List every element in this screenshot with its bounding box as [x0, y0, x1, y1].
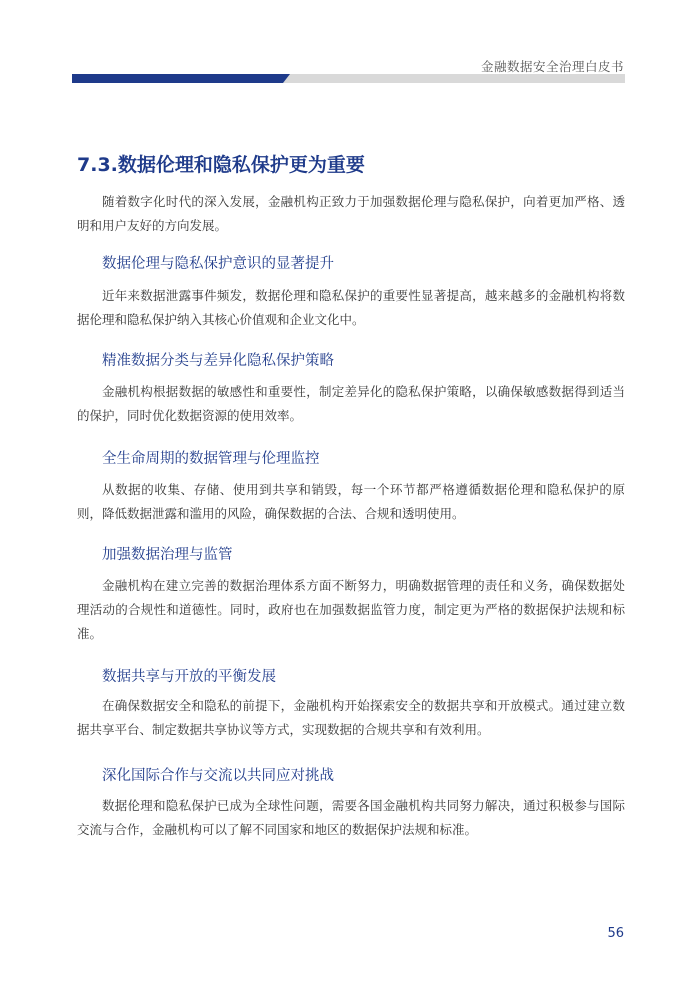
subsection-heading-3: 全生命周期的数据管理与伦理监控: [102, 451, 320, 467]
intro-paragraph: 随着数字化时代的深入发展，金融机构正致力于加强数据伦理与隐私保护，向着更加严格、透明和用户友好的方向发展。: [77, 194, 625, 233]
subsection-body-5: 在确保数据安全和隐私的前提下，金融机构开始探索安全的数据共享和开放模式。通过建立数据共享平台、制定数据共享协议等方式，实现数据的合规共享和有效利用。: [77, 698, 625, 737]
header-bar: [0, 74, 700, 83]
subsection-body-1: 近年来数据泄露事件频发，数据伦理和隐私保护的重要性显著提高，越来越多的金融机构将数据伦理和隐私保护纳入其核心价值观和企业文化中。: [77, 288, 625, 327]
subsection-heading-2: 精准数据分类与差异化隐私保护策略: [102, 353, 334, 369]
subsection-heading-4: 加强数据治理与监管: [102, 547, 233, 563]
subsection-body-2: 金融机构根据数据的敏感性和重要性，制定差异化的隐私保护策略，以确保敏感数据得到适当的保护，同时优化数据资源的使用效率。: [77, 384, 625, 423]
page-number: 56: [607, 926, 624, 941]
subsection-body-6: 数据伦理和隐私保护已成为全球性问题，需要各国金融机构共同努力解决，通过积极参与国际交流与合作，金融机构可以了解不同国家和地区的数据保护法规和标准。: [77, 798, 625, 837]
header-bar-blue: [72, 74, 290, 83]
header-title: 金融数据安全治理白皮书: [480, 59, 624, 74]
subsection-heading-1: 数据伦理与隐私保护意识的显著提升: [102, 256, 334, 272]
section-title: 7.3.数据伦理和隐私保护更为重要: [77, 154, 365, 176]
subsection-body-4: 金融机构在建立完善的数据治理体系方面不断努力，明确数据管理的责任和义务，确保数据处理活动的合规性和道德性。同时，政府也在加强数据监管力度，制定更为严格的数据保护法规和标准。: [77, 578, 625, 641]
header-bar-gray: [274, 74, 625, 83]
subsection-heading-6: 深化国际合作与交流以共同应对挑战: [102, 768, 334, 784]
subsection-body-3: 从数据的收集、存储、使用到共享和销毁，每一个环节都严格遵循数据伦理和隐私保护的原则，降低数据泄露和滥用的风险，确保数据的合法、合规和透明使用。: [77, 482, 625, 521]
subsection-heading-5: 数据共享与开放的平衡发展: [102, 669, 276, 685]
